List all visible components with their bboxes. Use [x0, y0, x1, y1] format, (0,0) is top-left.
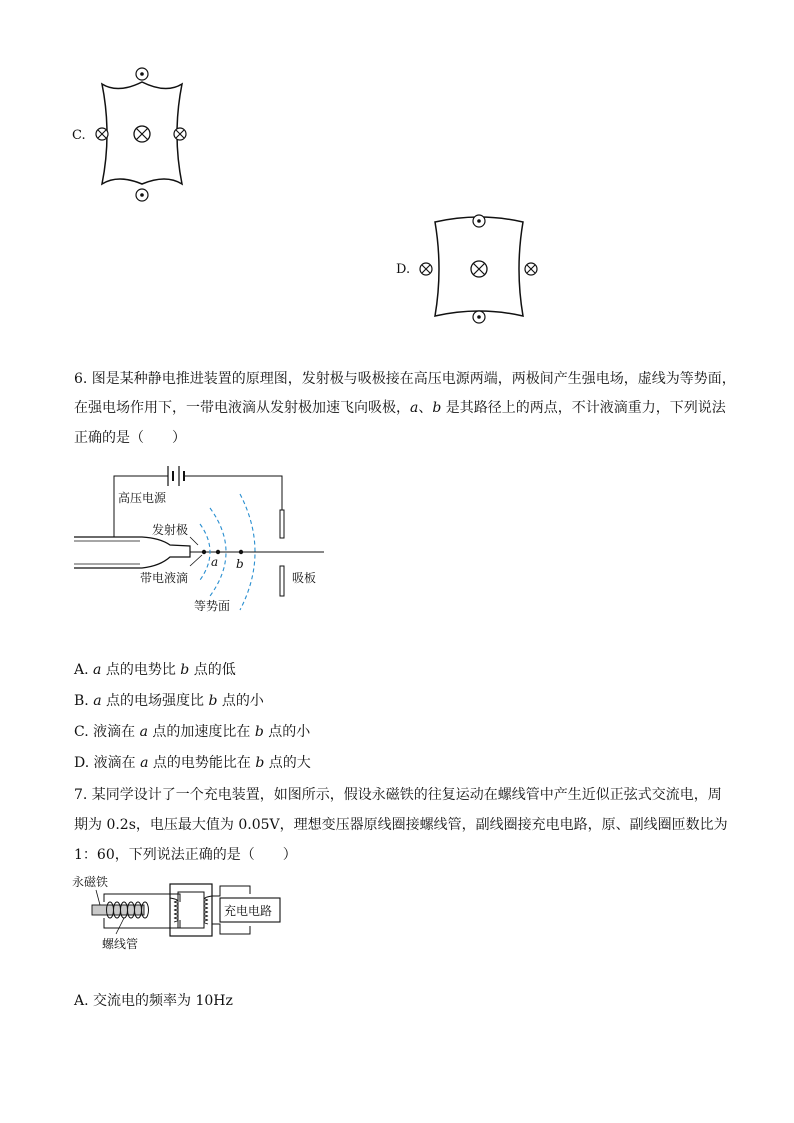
choice-mid: 点的电场强度比 [101, 693, 209, 709]
absorber-plate-lower [280, 566, 284, 596]
dot-out-icon [136, 189, 148, 201]
cross-in-icon [420, 263, 432, 275]
choice-prefix: A. [74, 662, 94, 678]
choice-mid: 点的电势比 [101, 662, 181, 678]
q7-line-1: 7. 某同学设计了一个充电装置，如图所示，假设永磁铁的往复运动在螺线管中产生近似正弦式交流电，周 [74, 787, 722, 803]
q6-diagram [70, 462, 330, 622]
q6-line-2 [74, 398, 726, 418]
emitter-leader [190, 537, 198, 545]
absorber-label: 吸板 [292, 571, 317, 585]
q6-choice-c[interactable] [74, 722, 310, 742]
choice-mid: 点的加速度比在 [147, 724, 255, 740]
option-c-label: C. [72, 128, 86, 143]
q6-line-2-a: a [410, 400, 419, 416]
droplet-leader [190, 555, 202, 566]
droplet-point-a [216, 550, 220, 554]
choice-prefix: B. [74, 693, 94, 709]
point-a-label: a [211, 555, 219, 569]
q7-choice-a[interactable]: A. 交流电的频率为 10Hz [74, 993, 233, 1009]
cross-in-icon [174, 128, 186, 140]
option-d-label: D. [396, 262, 411, 277]
point-b-label: b [236, 557, 244, 571]
primary-coil [170, 898, 178, 922]
choice-var-a: a [139, 724, 148, 740]
choice-mid: 点的电势能比在 [148, 755, 256, 771]
choice-var-b: b [180, 662, 190, 678]
choice-prefix: D. 液滴在 [74, 755, 141, 771]
battery-icon [168, 466, 184, 486]
option-d-diagram [413, 208, 545, 330]
choice-post: 点的小 [217, 693, 264, 709]
cross-in-icon [471, 261, 487, 277]
q6-choice-d[interactable] [74, 753, 311, 773]
emitter-label: 发射极 [152, 523, 189, 537]
secondary-coil [204, 896, 212, 924]
q6-line-1: 6. 图是某种静电推进装置的原理图，发射极与吸极接在高压电源两端，两极间产生强电场，虚线为等势面， [74, 371, 736, 387]
choice-var-a: a [140, 755, 149, 771]
choice-post: 点的小 [263, 724, 311, 740]
dot-out-icon [473, 311, 485, 323]
equipotential-label: 等势面 [194, 599, 231, 613]
q6-line-2-sep: 、 [418, 400, 433, 416]
droplet-point-b [239, 550, 243, 554]
q6-choice-b[interactable] [74, 691, 264, 711]
charging-circuit-label: 充电电路 [224, 904, 273, 918]
emitter-tube [74, 537, 190, 568]
q7-diagram [70, 872, 310, 958]
choice-var-a: a [93, 662, 102, 678]
q6-line-2-post: 是其路径上的两点，不计液滴重力，下列说法 [441, 400, 726, 416]
solenoid-leader [116, 918, 124, 934]
q6-line-3: 正确的是（ ） [74, 430, 186, 446]
power-label: 高压电源 [118, 491, 167, 505]
solenoid-label: 螺线管 [102, 937, 139, 951]
magnet-leader [96, 890, 100, 905]
cross-in-icon [525, 263, 537, 275]
q6-choice-a[interactable] [74, 660, 236, 680]
q6-line-2-pre: 在强电场作用下，一带电液滴从发射极加速飞向吸极， [74, 400, 410, 416]
magnet-label: 永磁铁 [72, 875, 109, 889]
choice-var-b: b [255, 755, 265, 771]
cross-in-icon [96, 128, 108, 140]
choice-var-a: a [93, 693, 102, 709]
droplet-label: 带电液滴 [140, 571, 189, 585]
choice-prefix: C. 液滴在 [74, 724, 140, 740]
droplet-point [202, 550, 206, 554]
absorber-plate-upper [280, 510, 284, 538]
q7-line-2: 期为 0.2s，电压最大值为 0.05V，理想变压器原线圈接螺线管，副线圈接充电电路，原、副线圈匝数比为 [74, 817, 728, 833]
choice-var-b: b [254, 724, 264, 740]
choice-post: 点的低 [189, 662, 236, 678]
q7-line-3: 1：60，下列说法正确的是（ ） [74, 847, 297, 863]
dot-out-icon [473, 215, 485, 227]
option-c-diagram [90, 62, 200, 204]
choice-post: 点的大 [264, 755, 311, 771]
power-wire [114, 476, 282, 537]
cross-in-icon [134, 126, 150, 142]
dot-out-icon [136, 68, 148, 80]
permanent-magnet [92, 905, 144, 915]
choice-var-b: b [208, 693, 218, 709]
q6-line-2-b: b [432, 400, 442, 416]
